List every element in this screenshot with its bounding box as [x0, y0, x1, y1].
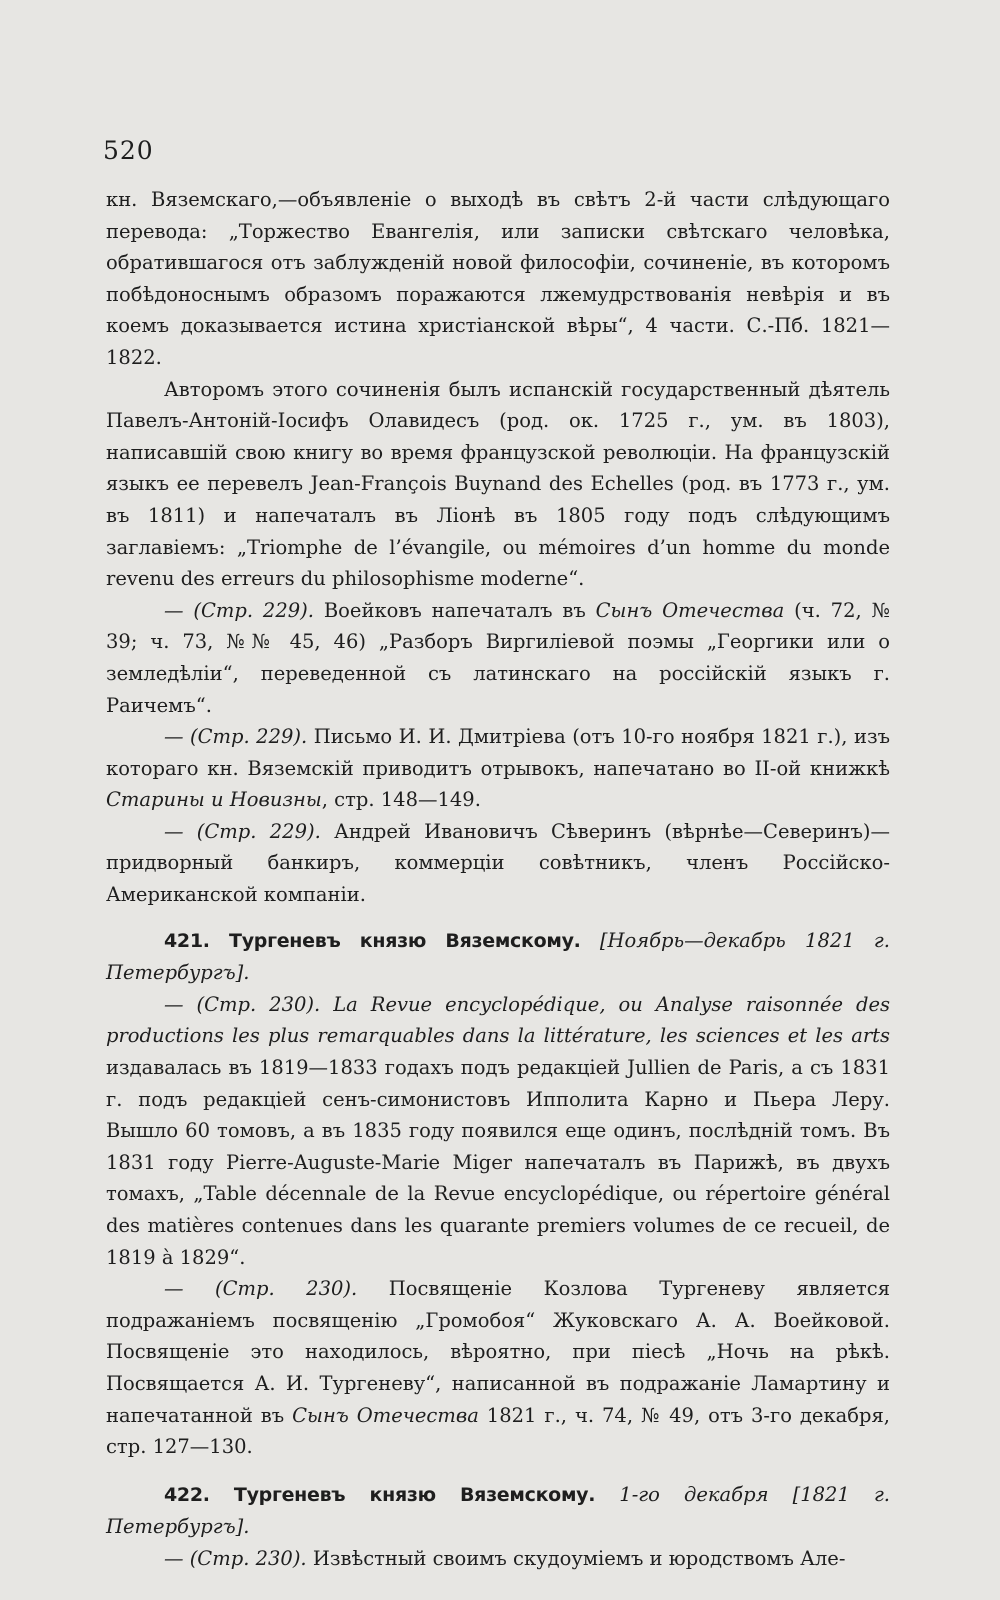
- page-reference: — (Стр. 230).: [164, 992, 321, 1016]
- page-reference: — (Стр. 230).: [164, 1277, 358, 1301]
- letter-date: 1-го декабря [1821 г. Петербургъ].: [106, 1482, 891, 1539]
- letter-heading-421: [106, 925, 890, 989]
- paragraph: Авторомъ этого сочиненія былъ испанскій государственный дѣятель Павелъ-Антоній-Іосифъ Олавидесъ (род. ок. 1725 г., ум. въ 1803), написавшій свою книгу во время французской революціи. На французскій языкъ ее перевелъ Jean-François Buynand des Echelles (род. въ 1773 г., ум. въ 1811) и напечаталъ въ Ліонѣ въ 1805 году подъ слѣдующимъ заглавіемъ: „Triomphe de l’évangile, ou mémoires d’un homme du monde revenu des erreurs du philosophisme moderne“.: [106, 377, 890, 591]
- journal-title: La Revue encyclopédique, ou Analyse raisonnée des productions les plus remarquables dans la littérature, les sciences et les arts: [106, 992, 891, 1048]
- journal-title: Сынъ Отечества: [595, 598, 785, 622]
- note-paragraph: — (Стр. 230). Извѣстный своимъ скудоуміемъ и юродствомъ Але-: [164, 1546, 846, 1570]
- page-text: [106, 184, 890, 1575]
- journal-title: Сынъ Отечества: [292, 1403, 479, 1427]
- paragraph: кн. Вяземскаго,—объявленіе о выходѣ въ свѣтъ 2-й части слѣдующаго перевода: „Торжество Евангелія, или записки свѣтскаго человѣка, обратившагося отъ заблужденій новой философіи, сочиненіе, въ которомъ побѣдоноснымъ образомъ поражаются лжемудрствованія невѣрія и въ коемъ доказывается истина христіанской вѣры“, 4 части. С.-Пб. 1821—1822.: [106, 188, 890, 369]
- journal-title: Старины и Новизны: [106, 788, 322, 812]
- note-paragraph: — (Стр. 229). Андрей Ивановичъ Сѣверинъ (вѣрнѣе—Северинъ)—придворный банкиръ, коммерціи совѣтникъ, членъ Россійско-Американской компаніи.: [106, 819, 890, 907]
- page-reference: — (Стр. 229).: [164, 598, 314, 622]
- page-reference: — (Стр. 229).: [164, 819, 321, 843]
- note-paragraph: — (Стр. 229). Воейковъ напечаталъ въ Сынъ Отечества (ч. 72, № 39; ч. 73, №№ 45, 46) „Разборъ Виргиліевой поэмы „Георгики или о земледѣліи“, переведенной съ латинскаго на россійскій языкъ г. Раичемъ“.: [106, 598, 891, 717]
- letter-title: 421. Тургеневъ князю Вяземскому.: [164, 929, 581, 952]
- page-reference: — (Стр. 229).: [164, 725, 308, 749]
- note-paragraph: — (Стр. 230). La Revue encyclopédique, ou Analyse raisonnée des productions les plus remarquables dans la littérature, les sciences et les arts издавалась въ 1819—1833 годахъ подъ редакціей Jullien de Paris, а съ 1831 г. подъ редакціей сенъ-симонистовъ Ипполита Карно и Пьера Леру. Вышло 60 томовъ, а въ 1835 году появился еще одинъ, послѣдній томъ. Въ 1831 году Pierre-Auguste-Marie Miger напечаталъ въ Парижѣ, въ двухъ томахъ, „Table décennale de la Revue encyclopédique, ou répertoire général des matières contenues dans les quarante premiers volumes de ce recueil, de 1819 à 1829“.: [106, 992, 891, 1269]
- letter-heading-422: [106, 1479, 890, 1543]
- page-number: 520: [103, 136, 154, 165]
- page-reference: — (Стр. 230).: [164, 1546, 307, 1570]
- note-paragraph: — (Стр. 230). Посвященіе Козлова Тургеневу является подражаніемъ посвященію „Громобоя“ Жуковскаго А. А. Воейковой. Посвященіе это находилось, вѣроятно, при піесѣ „Ночь на рѣкѣ. Посвящается А. И. Тургеневу“, написанной въ подражаніе Ламартину и напечатанной въ Сынъ Отечества 1821 г., ч. 74, № 49, отъ 3-го декабря, стр. 127—130.: [106, 1277, 891, 1459]
- letter-date: [Ноябрь—декабрь 1821 г. Петербургъ].: [106, 928, 890, 985]
- letter-title: 422. Тургеневъ князю Вяземскому.: [164, 1483, 596, 1506]
- note-paragraph: — (Стр. 229). Письмо И. И. Дмитріева (отъ 10-го ноября 1821 г.), изъ котораго кн. Вяземскій приводитъ отрывокъ, напечатано во II-ой книжкѣ Старины и Новизны, стр. 148—149.: [106, 725, 891, 812]
